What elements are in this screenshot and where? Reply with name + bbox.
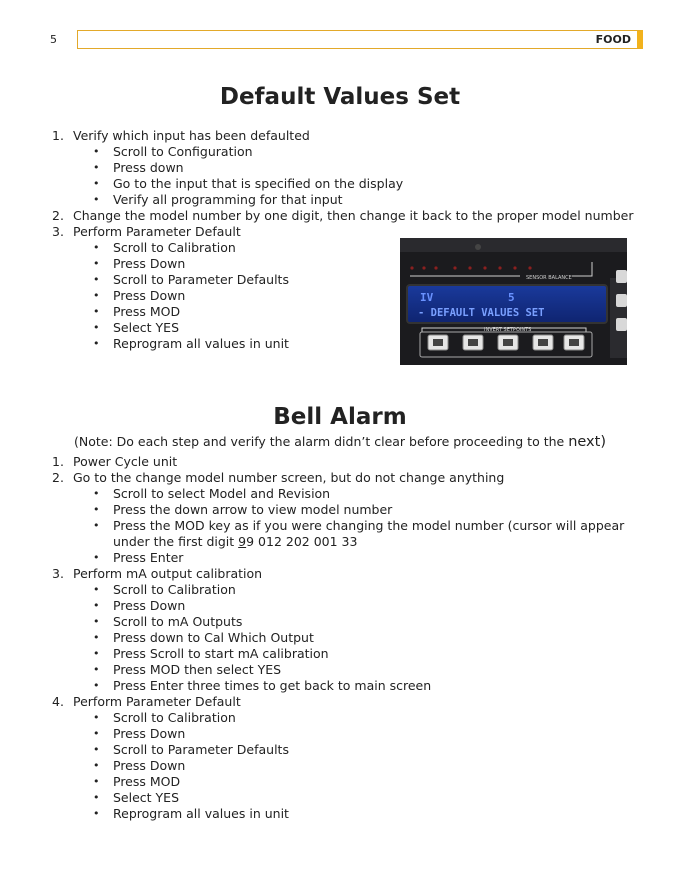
note-next: next — [568, 434, 601, 450]
step-1 — [0, 128, 680, 144]
list-item: • Press Down — [0, 758, 680, 774]
list-item: • Verify all programming for that input — [0, 192, 680, 208]
step-number: 2. — [52, 470, 64, 485]
list-item: • Scroll to Calibration — [0, 710, 680, 726]
list-item: • Press MOD — [0, 774, 680, 790]
display-line2: - DEFAULT VALUES SET — [418, 307, 545, 319]
bell-alarm-steps — [0, 454, 680, 822]
list-item: • Press Down — [0, 256, 680, 272]
list-item: • Select YES — [0, 320, 680, 336]
device-display-photo — [400, 238, 627, 365]
list-item: • Scroll to select Model and Revision — [0, 486, 680, 502]
step-text: Verify which input has been defaulted — [73, 128, 310, 143]
list-item-line2-pre: under the first digit — [113, 534, 239, 549]
list-item: • Press Down — [0, 598, 680, 614]
note-text: (Note: Do each step and verify the alarm didn’t clear before proceeding to the — [74, 434, 569, 449]
list-item: • Press down — [0, 160, 680, 176]
bell-alarm-note — [0, 434, 680, 450]
display-line1-right: 5 — [508, 291, 515, 304]
step-text: Go to the change model number screen, but do not change anything — [73, 470, 505, 485]
list-item-line2-post: 9 012 202 001 33 — [246, 534, 358, 549]
step-number: 4. — [52, 694, 64, 709]
step-text: Power Cycle unit — [73, 454, 178, 469]
step-1-bullets — [0, 144, 680, 208]
list-item: • Scroll to Calibration — [0, 240, 680, 256]
list-item: • Scroll to Parameter Defaults — [0, 742, 680, 758]
step-2 — [0, 208, 680, 224]
list-item: • Press Down — [0, 288, 680, 304]
list-item: • Reprogram all values in unit — [0, 336, 680, 352]
header-bar — [77, 30, 643, 49]
step-text: Change the model number by one digit, then change it back to the proper model number — [73, 208, 634, 223]
list-item: • Go to the input that is specified on the display — [0, 176, 680, 192]
page-number: 5 — [50, 33, 57, 46]
step-3 — [0, 566, 680, 582]
step-2 — [0, 470, 680, 486]
list-item: • Press the down arrow to view model number — [0, 502, 680, 518]
list-item: • Press Scroll to start mA calibration — [0, 646, 680, 662]
step-4 — [0, 694, 680, 710]
panel-label-top: SENSOR BALANCE — [526, 275, 572, 281]
panel-label-bottom: INVERT SETPOINTS — [484, 327, 532, 333]
step-1 — [0, 454, 680, 470]
step-number: 3. — [52, 566, 64, 581]
list-item — [0, 518, 680, 550]
step-text: Perform mA output calibration — [73, 566, 263, 581]
step-number: 1. — [52, 128, 64, 143]
list-item: • Scroll to Parameter Defaults — [0, 272, 680, 288]
section-title-bell-alarm: Bell Alarm — [273, 404, 407, 430]
list-item: • Press MOD — [0, 304, 680, 320]
step-number: 2. — [52, 208, 64, 223]
list-item-line1: Press the MOD key as if you were changing the model number (cursor will appear — [113, 518, 625, 533]
underlined-digit: 9 — [238, 534, 247, 549]
list-item: • Press MOD then select YES — [0, 662, 680, 678]
list-item: • Scroll to mA Outputs — [0, 614, 680, 630]
list-item: • Press Enter — [0, 550, 680, 566]
step-text: Perform Parameter Default — [73, 694, 241, 709]
display-line1-left: IV — [420, 291, 434, 304]
header-label: FOOD — [595, 33, 631, 46]
list-item: • Press down to Cal Which Output — [0, 630, 680, 646]
step-text: Perform Parameter Default — [73, 224, 241, 239]
list-item: • Select YES — [0, 790, 680, 806]
note-end: ) — [600, 434, 606, 450]
step-4-bullets — [0, 710, 680, 822]
step-number: 3. — [52, 224, 64, 239]
section-title-default-values: Default Values Set — [219, 84, 461, 110]
step-3-bullets — [0, 582, 680, 694]
list-item: • Scroll to Calibration — [0, 582, 680, 598]
list-item: • Scroll to Configuration — [0, 144, 680, 160]
list-item: • Press Down — [0, 726, 680, 742]
step-2-bullets — [0, 486, 680, 566]
step-number: 1. — [52, 454, 64, 469]
list-item: • Press Enter three times to get back to main screen — [0, 678, 680, 694]
list-item: • Reprogram all values in unit — [0, 806, 680, 822]
